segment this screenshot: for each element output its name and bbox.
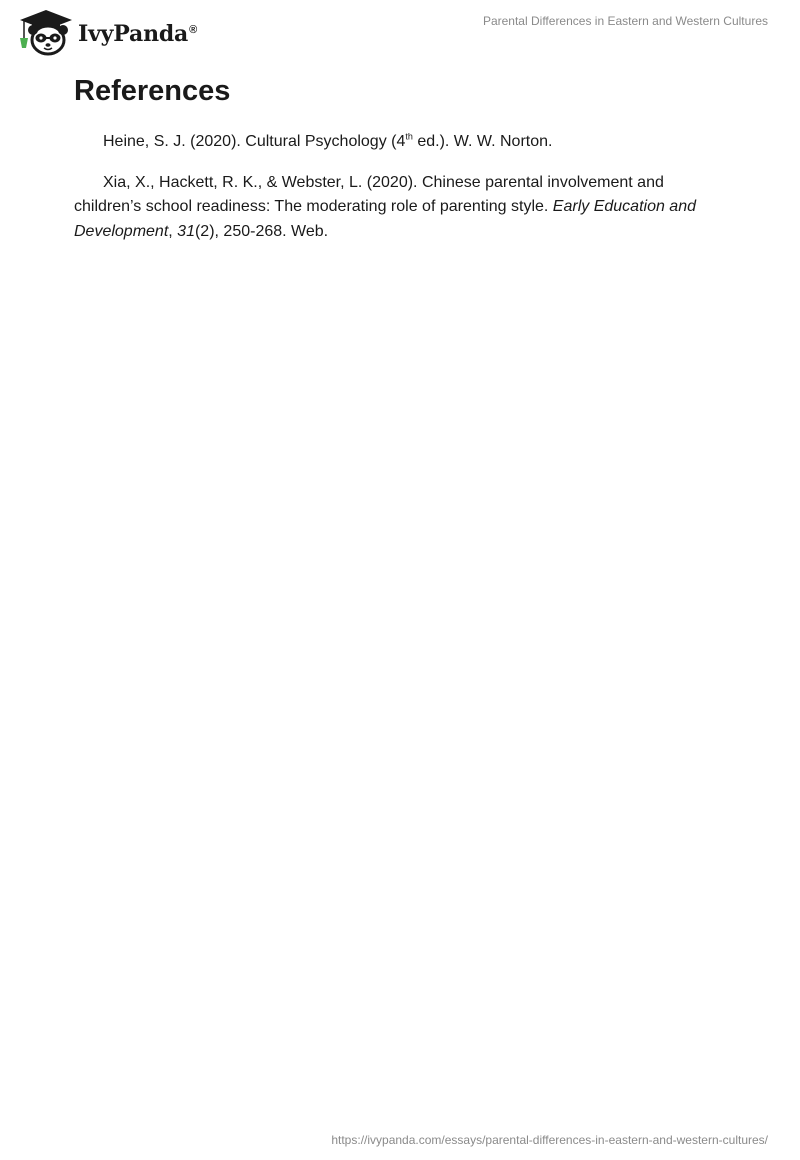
journal-title: Early Education and Development (74, 198, 696, 240)
registered-mark: ® (189, 23, 198, 36)
running-title: Parental Differences in Eastern and Western Cultures (482, 14, 768, 28)
source-url[interactable]: https://ivypanda.com/essays/parental-differences-in-eastern-and-western-cultures/ (331, 1133, 768, 1147)
document-body (74, 70, 730, 260)
reference-item: Xia, X., Hackett, R. K., & Webster, L. (2020). Chinese parental involvement and children’s school readiness: The moderating role of parenting style. Early Education and Development, 31(2), 250-268. Web. (74, 173, 696, 240)
superscript: th (405, 131, 413, 142)
brand-name: IvyPanda® (78, 21, 198, 47)
brand-logo[interactable] (16, 8, 197, 56)
page-header (0, 0, 800, 60)
page-title: References (74, 75, 231, 107)
journal-volume: 31 (177, 222, 195, 240)
panda-graduate-icon (16, 8, 76, 56)
reference-item: Heine, S. J. (2020). Cultural Psychology (4th ed.). W. W. Norton. (103, 131, 553, 150)
